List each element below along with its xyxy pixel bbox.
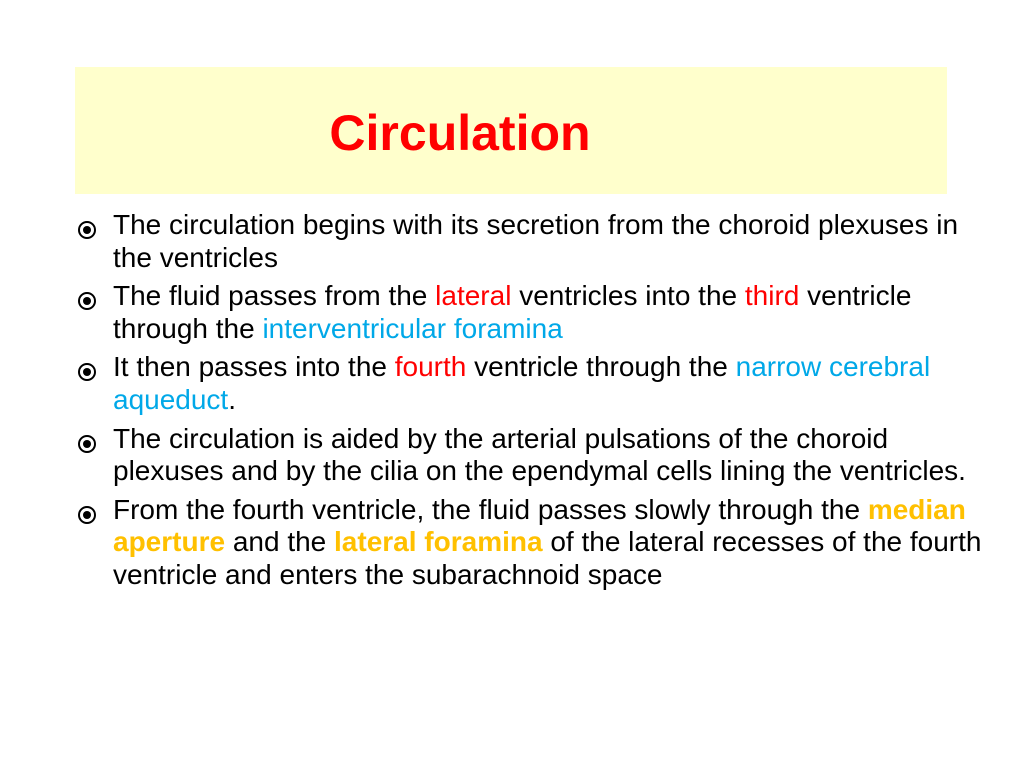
circled-dot-bullet-icon: [77, 362, 97, 382]
bullet-segment: It then passes into the: [113, 351, 395, 383]
highlight-term: lateral foramina: [334, 526, 543, 558]
slide-title: Circulation: [329, 105, 591, 161]
bullet-item: [72, 494, 992, 592]
bullet-item: [72, 209, 992, 274]
highlight-term: median aperture: [113, 493, 966, 558]
bullet-segment: ventricles into the: [511, 280, 745, 312]
bullet-segment: The fluid passes from the: [113, 280, 436, 312]
circled-dot-bullet-icon: [77, 434, 97, 454]
bullet-text: [113, 209, 992, 274]
bullet-item: [72, 280, 992, 345]
bullet-segment: ventricle through the: [113, 280, 912, 344]
bullet-text: [113, 423, 992, 488]
highlight-term: narrow cerebral aqueduct: [113, 351, 931, 415]
bullet-list: [72, 209, 992, 598]
bullet-item: [72, 423, 992, 488]
bullet-item: [72, 351, 992, 416]
bullet-segment: and the: [225, 526, 335, 558]
highlight-term: fourth: [394, 351, 467, 383]
bullet-text: [113, 351, 992, 416]
bullet-segment: of the lateral recesses of the fourth ventricle and enters the subarachnoid space: [113, 526, 982, 590]
circled-dot-bullet-icon: [77, 505, 97, 525]
bullet-segment: From the fourth ventricle, the fluid passes slowly through the: [113, 493, 868, 525]
bullet-segment: .: [228, 383, 236, 415]
bullet-segment: The circulation is aided by the arterial pulsations of the choroid plexuses and by the cilia on the ependymal cells lining the ventricles.: [113, 422, 966, 487]
bullet-text: [113, 494, 992, 592]
bullet-segment: The circulation begins with its secretion from the choroid plexuses in the ventricles: [113, 209, 959, 273]
circled-dot-bullet-icon: [77, 220, 97, 240]
bullet-segment: ventricle through the: [466, 351, 736, 383]
bullet-text: [113, 280, 992, 345]
circled-dot-bullet-icon: [77, 291, 97, 311]
highlight-term: interventricular foramina: [262, 312, 563, 344]
highlight-term: third: [744, 280, 800, 312]
highlight-term: lateral: [435, 280, 512, 312]
